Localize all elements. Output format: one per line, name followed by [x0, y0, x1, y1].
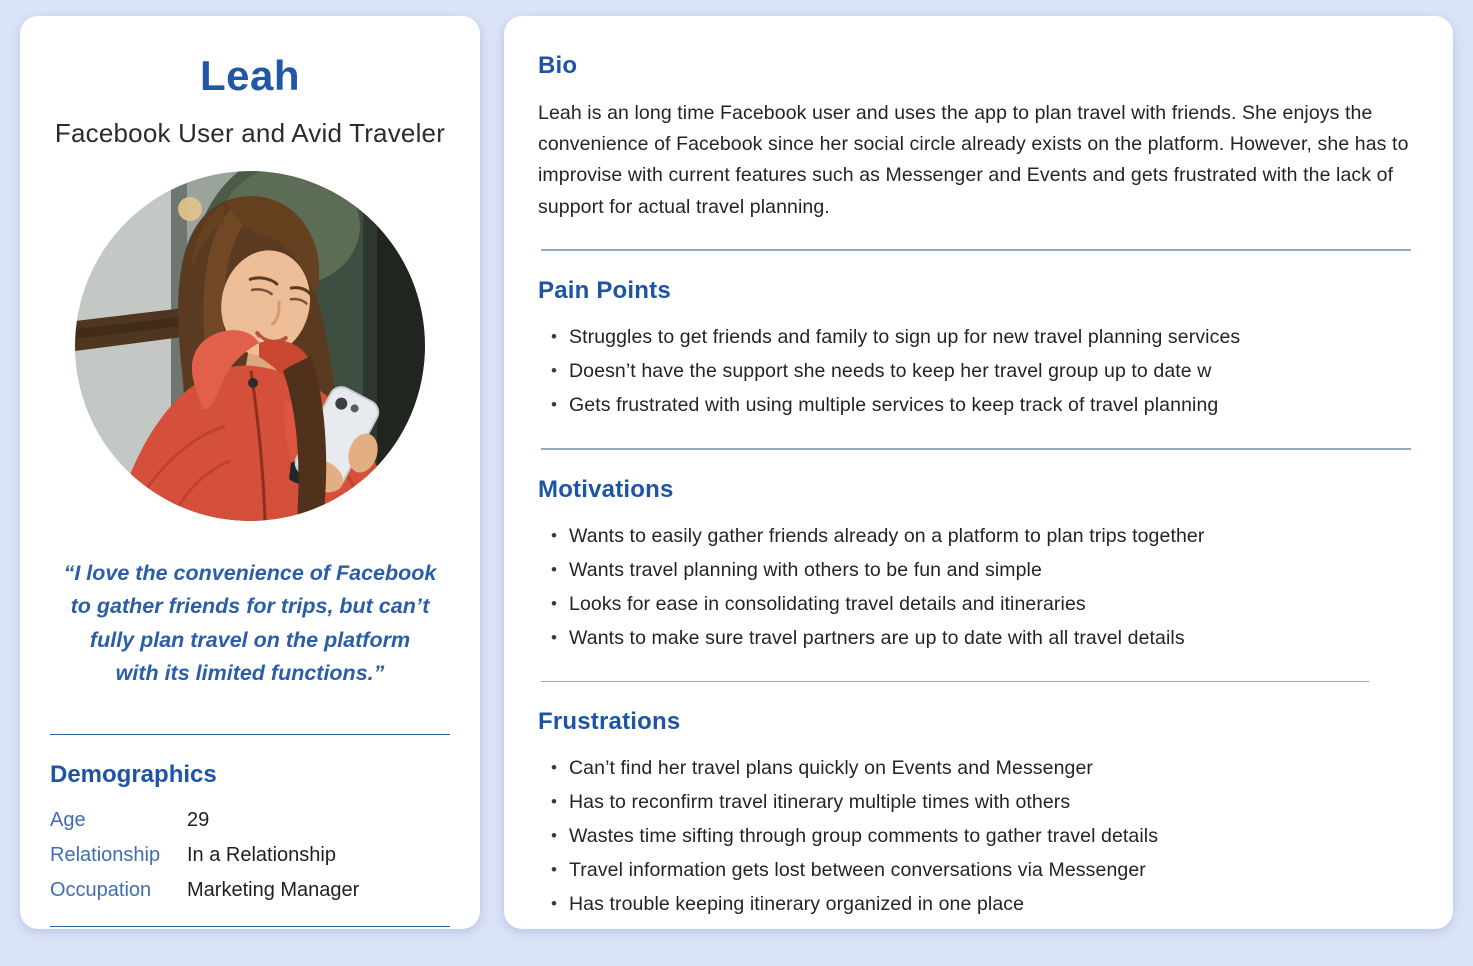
motivations-heading: Motivations	[538, 475, 674, 503]
persona-detail-card	[504, 16, 1453, 929]
list-item: • Travel information gets lost between conversations via Messenger	[551, 853, 1411, 887]
list-item: • Wants to easily gather friends already on a platform to plan trips together	[551, 519, 1411, 553]
demographic-row	[50, 803, 450, 838]
demographic-label: Relationship	[50, 844, 161, 867]
persona-quote	[50, 557, 450, 690]
bio-heading: Bio	[538, 52, 578, 79]
demographic-value: Marketing Manager	[187, 879, 360, 902]
demographic-value: In a Relationship	[187, 844, 336, 867]
list-item: • Has to reconfirm travel itinerary multiple times with others	[551, 785, 1411, 819]
list-item: • Has trouble keeping itinerary organized in one place	[551, 887, 1411, 921]
divider	[50, 926, 450, 927]
bio-paragraph: Leah is an long time Facebook user and uses the app to plan travel with friends. She enjoys the convenience of Facebook since her social circle already exists on the platform. However, she has to improvise with current features such as Messenger and Events and gets frustrated with the lack of support for actual travel planning.	[538, 102, 1409, 218]
list-item: • Wants to make sure travel partners are up to date with all travel details	[551, 621, 1411, 655]
persona-name: Leah	[199, 52, 301, 99]
frustrations-heading: Frustrations	[538, 707, 681, 735]
pain-points-heading: Pain Points	[538, 276, 671, 304]
demographics-rows	[50, 803, 450, 908]
demographics-heading: Demographics	[50, 761, 217, 789]
pain-points-section	[538, 277, 1411, 450]
divider	[50, 734, 450, 735]
quote-line: with its limited functions.”	[115, 660, 385, 685]
list-item: • Wants travel planning with others to be fun and simple	[551, 553, 1411, 587]
demographic-label: Occupation	[50, 879, 152, 902]
demographic-row	[50, 838, 450, 873]
demographic-row	[50, 873, 450, 908]
list-item: • Doesn’t have the support she needs to keep her travel group up to date w	[551, 354, 1411, 388]
motivations-list	[538, 519, 1411, 655]
motivations-section	[538, 476, 1411, 682]
list-item: • Struggles to get friends and family to sign up for new travel planning services	[551, 320, 1411, 354]
persona-photo	[75, 171, 425, 521]
quote-line: “I love the convenience of Facebook	[63, 561, 437, 585]
bio-section	[538, 52, 1411, 251]
quote-line: to gather friends for trips, but can’t	[70, 594, 430, 619]
quote-line: fully plan travel on the platform	[89, 627, 411, 652]
list-item: • Looks for ease in consolidating travel details and itineraries	[551, 587, 1411, 621]
persona-subtitle: Facebook User and Avid Traveler	[54, 118, 446, 148]
divider	[541, 448, 1411, 450]
frustrations-section	[538, 708, 1411, 921]
demographic-value: 29	[187, 809, 210, 832]
demographic-label: Age	[50, 809, 86, 832]
list-item: • Wastes time sifting through group comments to gather travel details	[551, 819, 1411, 853]
frustrations-list	[538, 751, 1411, 921]
persona-summary-card	[20, 16, 480, 929]
divider	[541, 249, 1411, 251]
list-item: • Can’t find her travel plans quickly on Events and Messenger	[551, 751, 1411, 785]
divider	[541, 681, 1369, 682]
demographics-section	[50, 734, 450, 927]
pain-points-list	[538, 320, 1411, 422]
list-item: • Gets frustrated with using multiple services to keep track of travel planning	[551, 388, 1411, 422]
